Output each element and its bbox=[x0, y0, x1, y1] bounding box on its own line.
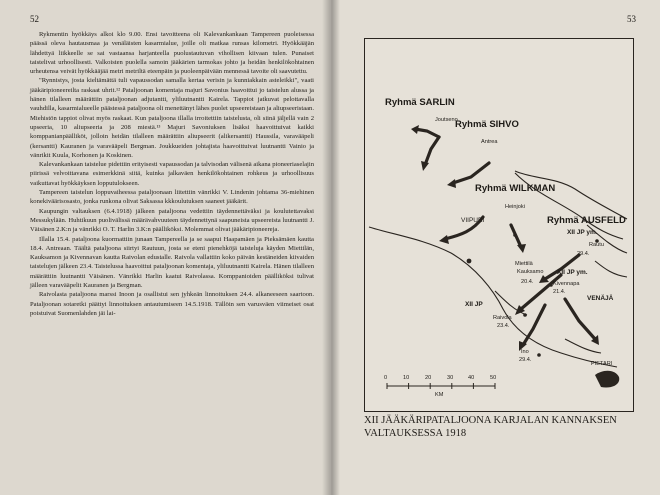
arrowhead bbox=[411, 125, 419, 134]
label-kivennapa: Kivennapa bbox=[553, 281, 580, 287]
city-dot-viipuri bbox=[467, 259, 472, 264]
paragraph: Kaupungin valtauksen (6.4.1918) jälkeen pataljoona vedettiin täydennettäväksi ja koulutettavaksi Messukylään. Huhtikuun puolivälissä määrävahvuuteen täydennettynä saapuneista upseereista luutnantti J. Väisänen 2.K:n ja vänrikki O. T. Harlin 3.K:n päälliköksi. Molemmat olivat jääkäripioneereja. bbox=[30, 207, 314, 234]
scale-label: 0 bbox=[384, 375, 388, 381]
paragraph: Tampereen taistelun loppuvaiheessa pataljoonaan liitettiin vänrikki V. Lindenin johtama 36-miehinen konekiväärisosasto, jonka runkona olivat Saksassa kkkoulutuksen saaneet jääkärit. bbox=[30, 189, 314, 206]
label-date-23-4: 23.4. bbox=[497, 323, 510, 329]
label-ryhma-wilkman: Ryhmä WILKMAN bbox=[475, 183, 556, 194]
label-date-20-4: 20.4. bbox=[521, 279, 534, 285]
advance-arrow-sarlin bbox=[415, 129, 439, 137]
scale-unit-label: KM bbox=[435, 392, 444, 398]
label-ryhma-ausfeld: Ryhmä AUSFELD bbox=[547, 215, 626, 226]
label-date-21-4: 21.4. bbox=[553, 289, 566, 295]
town-dot-ino bbox=[537, 353, 541, 357]
paragraph: Rykmentin hyökkäys alkoi klo 9.00. Ensi tavoitteena oli Kalevankankaan Tampereen puoleisessa päässä oleva hautausmaa ja venäläisten kasarmialue, joille oli matkaa runsas kilometri. Hyökkääjän lähdettyä liikkeelle se sai vastaansa harjanteella puolustautuvan vihollisen kiivaan tulen. Punaiset taistelivat urhoollisesti. Valkoisten puolella samoin jääkärien tarmokas johto ja heidän henkilökohtainen urheutensa veivät hyökkääjää metri metriltä eteenpäin ja puoleenpäivään mennessä tavoite oli saavutettu. bbox=[30, 31, 314, 76]
label-antrea: Antrea bbox=[481, 139, 498, 145]
lake-shore bbox=[595, 261, 627, 277]
label-xii-jp: XII JP bbox=[465, 301, 483, 308]
right-page-number: 53 bbox=[627, 14, 636, 24]
arrowhead bbox=[447, 179, 456, 188]
arrowhead bbox=[421, 161, 429, 171]
label-heinjoki: Heinjoki bbox=[505, 204, 525, 210]
scale-label: 20 bbox=[425, 375, 432, 381]
label-raivola: Raivola bbox=[493, 315, 512, 321]
label-rautu: Rautu bbox=[589, 242, 604, 248]
advance-arrow-sarlin-2 bbox=[425, 137, 439, 165]
advance-arrow-sihvo bbox=[453, 163, 489, 183]
city-pietari-shape bbox=[595, 371, 619, 388]
label-xii-jp-ym-2: XII JP ym. bbox=[557, 269, 588, 276]
map-caption: XII JÄÄKÄRIPATALJOONA KARJALAN KANNAKSEN VALTAUKSESSA 1918 bbox=[364, 415, 617, 439]
label-ryhma-sihvo: Ryhmä SIHVO bbox=[455, 119, 519, 130]
town-dot-raivola bbox=[523, 313, 527, 317]
label-joutseno: Joutseno bbox=[435, 117, 458, 123]
map-figure bbox=[364, 38, 634, 412]
label-date-29-4: 29.4. bbox=[577, 251, 590, 257]
label-kauksamo: Kauksamo bbox=[517, 269, 544, 275]
paragraph: "Rynnistys, josta kieltämättä tuli vapaussodan samalla kertaa verisin ja kunniakkain asteleikki", vaati jääkäripioneereilta raskaat uhrit.¹² Pataljoonan komentaja majuri Savonius haavoittui jo taistelun alussa ja hänen tilalleen määrättiin pataljoonan adjutantti, yliluutnantti Kairela. Tappiot jatkuvat pelottavalla vauhdilla, kasarmialueelle päästessä pataljoona oli menettänyt lähes puolet upseereistaan ja aliupseeristaan. Miehistön tappiot olivat myös raskaat. Kun pataljoona illalla irroitettiin taistelusta, oli siinä jäljellä vain 2 upseeria, 10 aliupseeria ja 208 miestä.¹³ Majuri Savoniuksen lisäksi haavoittuivat kaikki komppanianpäälliköt, jolloin heidän tilalleen määrättiin aliupseerit (alikersantti) Haussila, varavääpeli (kersantti) Kauranen ja varavääpeli Bergman. Joukkueiden johtajista haavoittuivat luutnantti Vainio ja vänrikit Kuula, Korhonen ja Koskinen. bbox=[30, 77, 314, 159]
paragraph: Illalla 15.4. pataljoona kuormattiin junaan Tampereella ja se saapui Haapamäen ja Pieksämäen kautta 18.4. Antreaan. Täältä pataljoona siirtyi Rautuun, josta se eteni pienehköjä taisteluja käyden Miettilän, Kauksamon ja Kivennavan kautta Raivolan edustalle. Raivola vallattiin koko päivän kestäneiden kiivaiden taistelujen jälkeen 23.4. Taistelussa haavoittui pataljoonan komentaja, yliluutnantti Kairela. Hänen tilalleen määrättiin luutnantti Väisänen. Vänrikki Harlin kaatui Raivolassa. Komppanioiden päälliköksi tulivat jälleen varavääpelit Kauranen ja Bergman. bbox=[30, 235, 314, 290]
coastline-vuoksi bbox=[515, 171, 627, 219]
scale-label: 30 bbox=[447, 375, 454, 381]
left-page-number: 52 bbox=[30, 14, 39, 24]
arrowhead bbox=[439, 235, 449, 244]
label-ryhma-sarlin: Ryhmä SARLIN bbox=[385, 97, 455, 108]
label-miettila: Miettilä bbox=[515, 261, 533, 267]
advance-arrow-ino bbox=[565, 299, 595, 339]
scale-label: 40 bbox=[468, 375, 475, 381]
label-viipuri: VIIPURI bbox=[461, 217, 485, 224]
coastline-islands bbox=[495, 291, 601, 353]
label-venaja: VENÄJÄ bbox=[587, 295, 614, 302]
label-xii-jp-ym-1: XII JP ym. bbox=[567, 229, 598, 236]
scale-label: 50 bbox=[490, 375, 497, 381]
advance-arrow-raivola bbox=[523, 305, 545, 345]
label-pietari: PIETARI bbox=[591, 361, 613, 367]
label-date-29-4-ino: 29.4. bbox=[519, 357, 532, 363]
arrowhead bbox=[517, 244, 526, 253]
scale-label: 10 bbox=[403, 375, 410, 381]
right-page bbox=[330, 0, 660, 495]
paragraph: Kalevankankaan taistelue pidettiin erityisesti vapaussodan ja talvisodan välisenä aikana pioneeriaselajin piirissä velvoittavana esimerkkinä siitä, kuinka jalkaväen henkilökohtainen rohkeus ja urhoollisuus vaikuttavat hyökkäyksen lopputulokseen. bbox=[30, 161, 314, 187]
town-dot-heinjoki bbox=[513, 233, 517, 237]
left-page-text bbox=[30, 30, 314, 318]
label-ino: Ino bbox=[521, 349, 529, 355]
paragraph: Raivolasta pataljoona marssi Inoon ja osallistui sen jyhkeän linnoituksen 24.4. alkaneeseen saartoon. Pataljoonan sotaretki päättyi linnoituksen antautumiseen 14.5.1918. Tällöin sen varusväen viimeiset osat poistuivat Suomenlahden jäi lai- bbox=[30, 291, 314, 317]
book-gutter bbox=[322, 0, 340, 495]
